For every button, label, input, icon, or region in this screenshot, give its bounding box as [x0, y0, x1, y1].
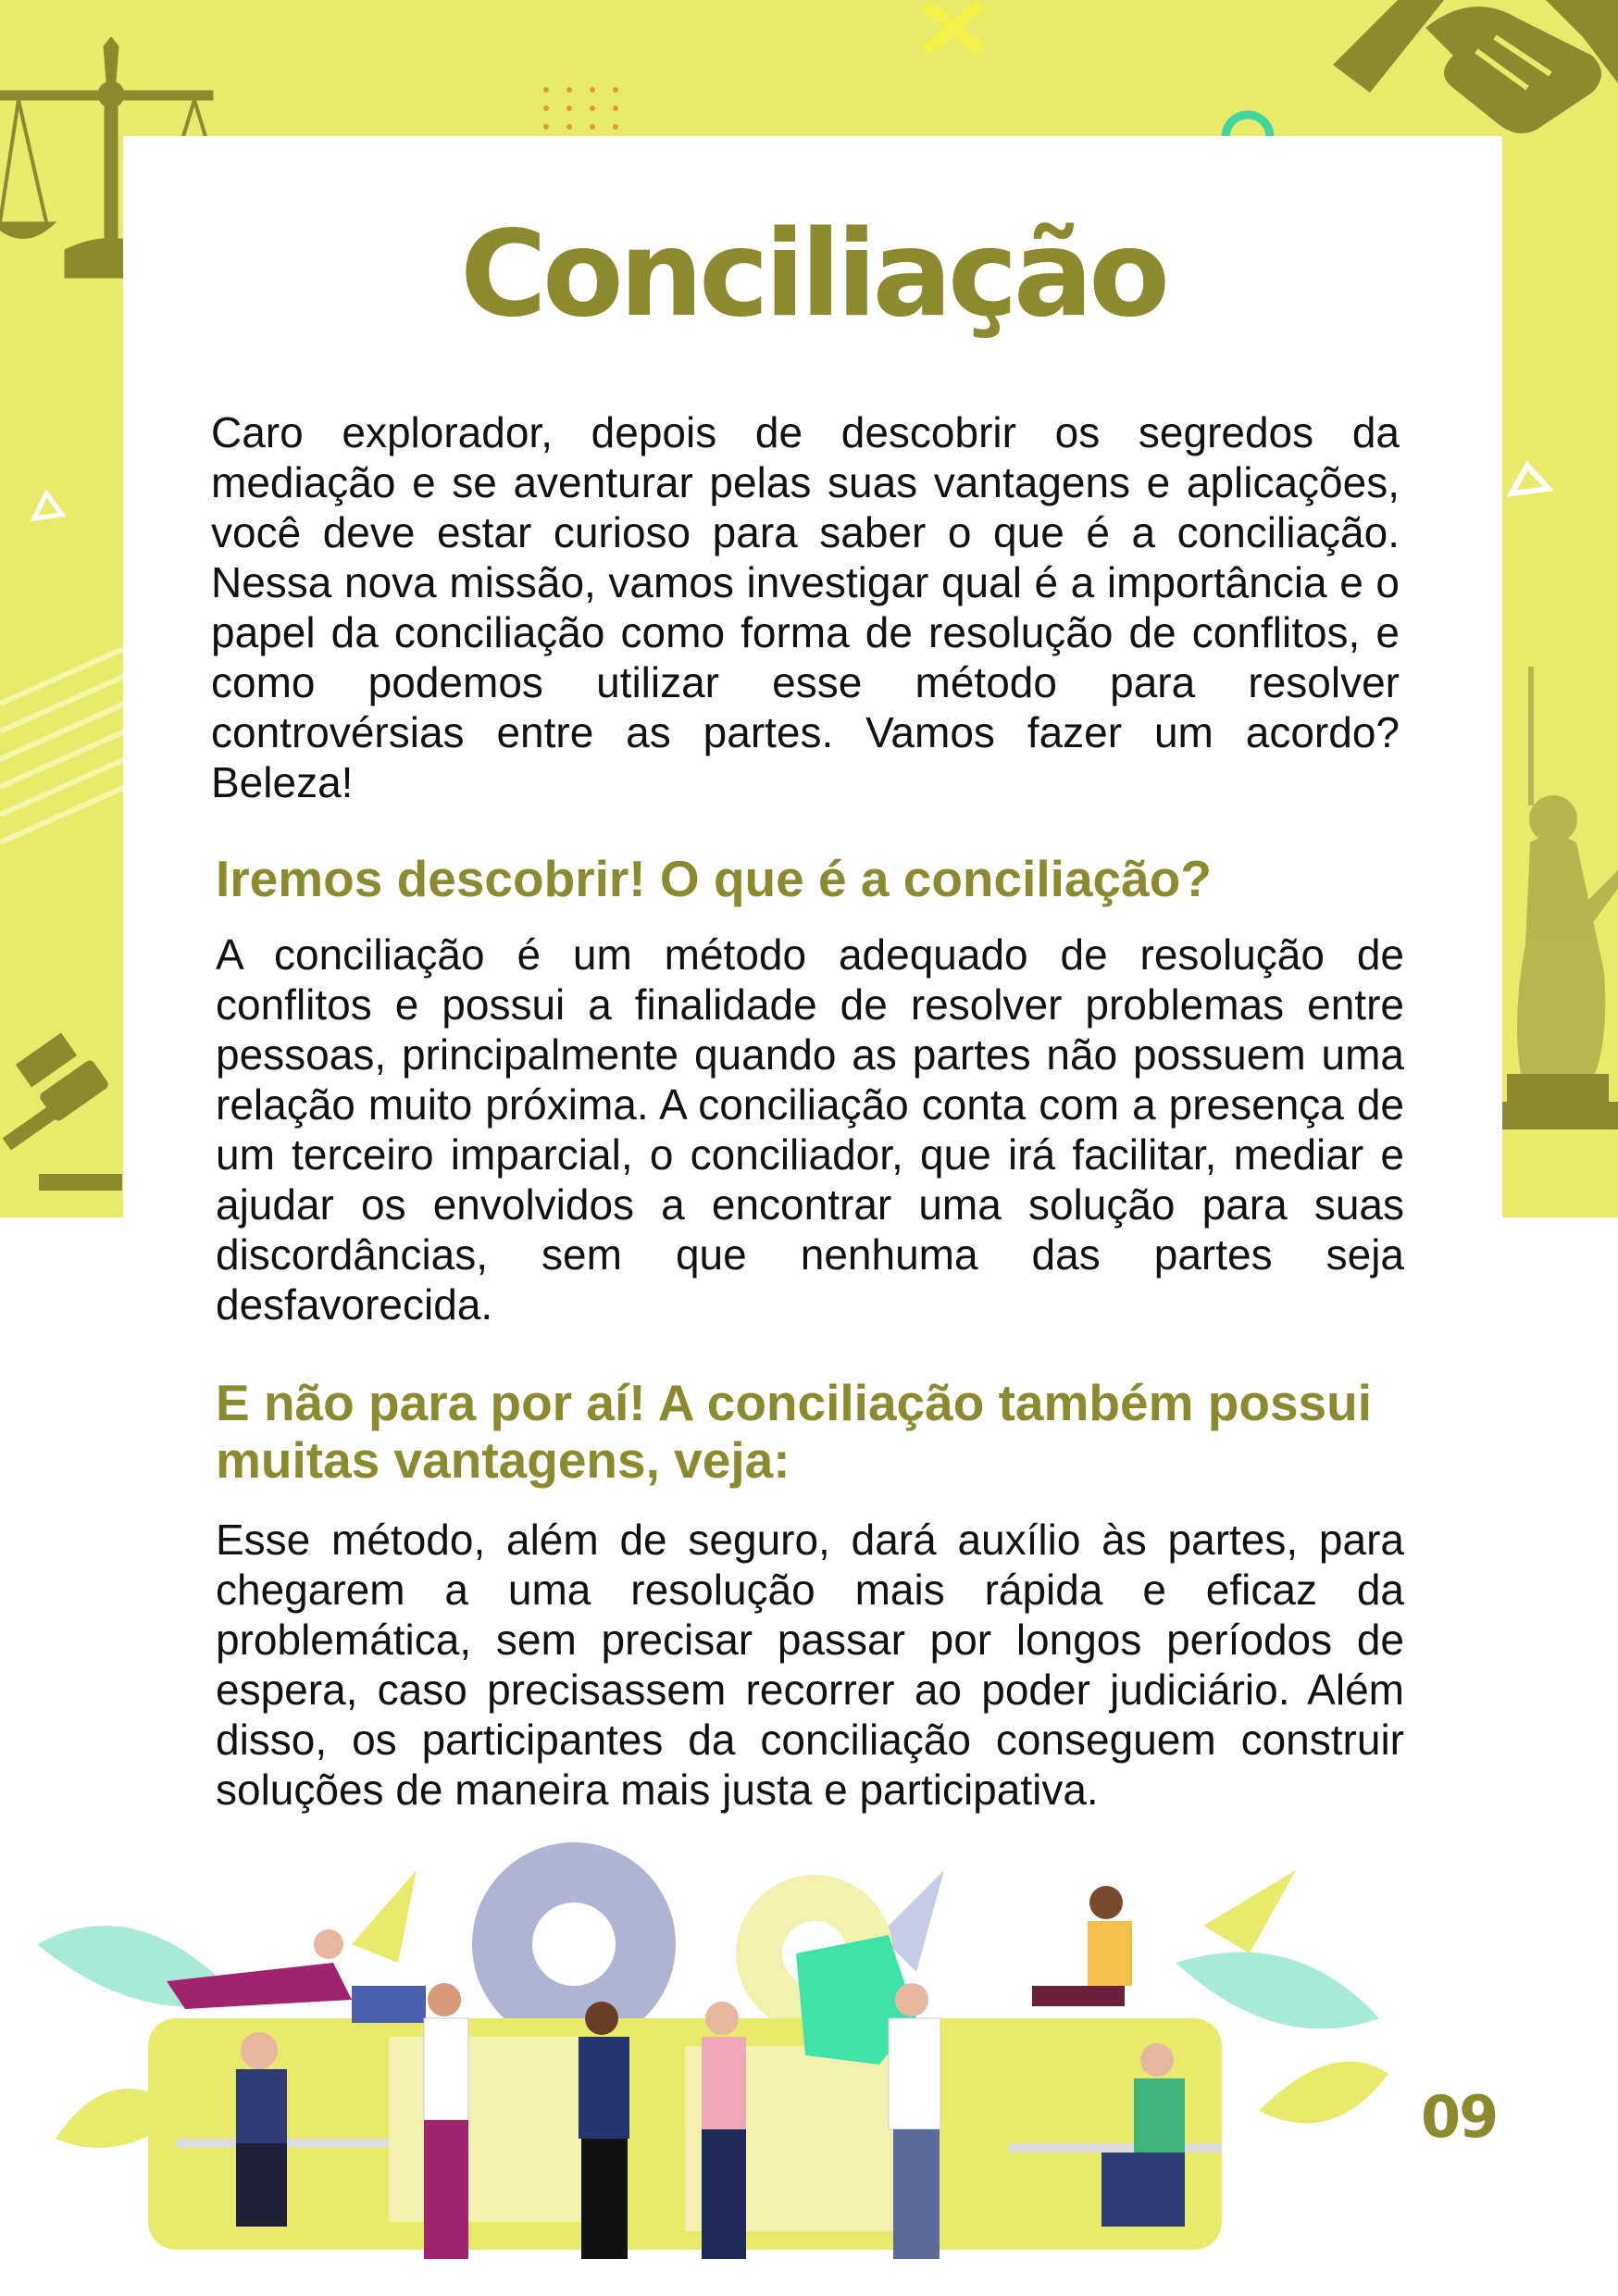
- triangle-shape-icon: [30, 489, 67, 522]
- section-heading: E não para por aí! A conciliação também possui muitas vantagens, veja:: [216, 1374, 1373, 1489]
- intro-paragraph: Caro explorador, depois de descobrir os segredos da mediação e se aventurar pelas suas vantagens e aplicações, você deve estar curioso para saber o que é a conciliação. Nessa nova missão, vamos investigar qual é a importância e o papel da conciliação como forma de resolução de conflitos, e como podemos utilizar esse método para resolver controvérsias entre as partes. Vamos fazer um acordo? Beleza!: [211, 408, 1400, 806]
- handshake-icon: [1314, 0, 1618, 148]
- page-number: 09: [1421, 2083, 1498, 2151]
- hatch-pattern: [0, 648, 125, 852]
- gavel-icon: [0, 1028, 125, 1194]
- cross-shape-icon: [912, 0, 995, 56]
- page-title: Conciliação: [459, 206, 1166, 343]
- section-heading: Iremos descobrir! O que é a conciliação?: [216, 850, 1212, 907]
- section-body: A conciliação é um método adequado de resolução de conflitos e possui a finalidade de resolver problemas entre pessoas, principalmente quando as partes não possuem uma relação muito próxima. A conciliação conta com a presença de um terceiro imparcial, o conciliador, que irá facilitar, mediar e ajudar os envolvidos a encontrar uma solução para suas discordâncias, sem que nenhuma das partes seja desfavorecida.: [216, 930, 1404, 1329]
- triangle-shape-icon: [1507, 461, 1553, 498]
- ring-shape-icon: [1220, 104, 1276, 141]
- dots-pattern-icon: [541, 85, 643, 131]
- section-body: Esse método, além de seguro, dará auxílio às partes, para chegarem a uma resolução mais rápida e eficaz da problemática, sem precisar passar por longos períodos de espera, caso precisassem recorrer ao poder judiciário. Além disso, os participantes da conciliação conseguem construir soluções de maneira mais justa e participativa.: [216, 1516, 1404, 1814]
- teamwork-illustration: [0, 1833, 1618, 2296]
- lady-justice-statue-icon: [1502, 667, 1618, 1129]
